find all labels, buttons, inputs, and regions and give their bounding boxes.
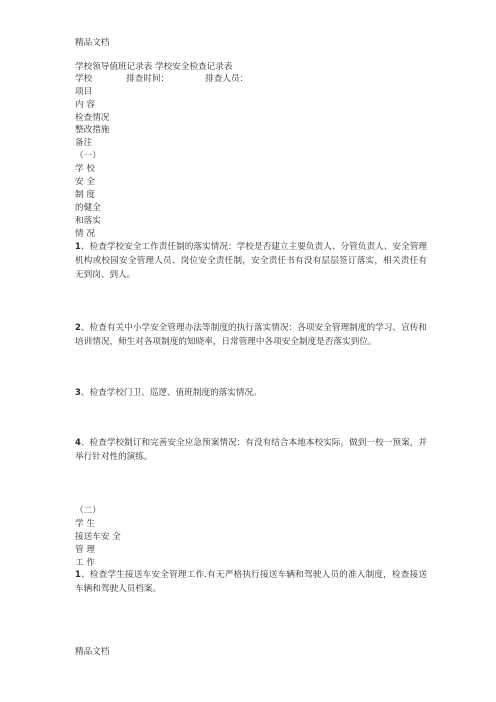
section-title-line: 制 度: [75, 190, 95, 200]
section-title-line: 接送车安 全: [75, 532, 121, 542]
time-label: 排查时间：: [126, 74, 170, 84]
item-number: 1: [75, 241, 81, 251]
section-title-line: 和落实: [75, 216, 101, 226]
staff-label: 排查人员：: [205, 74, 249, 84]
section-title-line: 学 生: [75, 519, 95, 529]
section-title-line: 情 况: [75, 229, 95, 239]
document-title: 学校领导值班记录表 学校安全检查记录表: [75, 62, 233, 72]
check-item: [75, 567, 427, 596]
school-label: 学校: [75, 74, 93, 84]
column-header-content: 内 容: [75, 100, 95, 110]
page-header: 精品文档: [75, 38, 110, 48]
item-text: 、检查学校门卫、巡逻、值班制度的落实情况。: [80, 388, 262, 398]
item-number: 2: [75, 322, 81, 332]
item-text: 、检查学生接送车安全管理工作.有无严格执行接送车辆和驾驶人员的准入制度，检查接送车辆和驾驶人员档案。: [75, 570, 427, 594]
section-title-line: 管 理: [75, 545, 95, 555]
check-item: [75, 320, 427, 349]
section-title-line: 学 校: [75, 164, 95, 174]
column-header-notes: 备注: [75, 138, 93, 148]
item-number: 1: [75, 569, 81, 579]
item-number: 4: [75, 437, 81, 447]
column-header-check: 检查情况: [75, 113, 110, 123]
page-footer: 精品文档: [75, 647, 110, 657]
section-title-line: 工 作: [75, 558, 95, 568]
check-item: [75, 435, 427, 464]
section-index: （一）: [75, 151, 101, 161]
check-item: [75, 239, 427, 282]
section-index: （二）: [75, 506, 101, 516]
item-text: 、检查有关中小学安全管理办法等制度的执行落实情况：各项安全管理制度的学习、宣传和培训情况，师生对各项制度的知晓率，日常管理中各项安全制度是否落实到位。: [75, 323, 427, 347]
item-text: 、检查学校制订和完善安全应急预案情况：有没有结合本地本校实际，做到一校一预案，并举行针对性的演练。: [75, 438, 427, 462]
section-title-line: 安 全: [75, 177, 95, 187]
item-number: 3: [75, 387, 81, 397]
check-item: [75, 385, 427, 400]
column-header-fix: 整改措施: [75, 125, 110, 135]
meta-row: [75, 73, 248, 85]
item-text: 、检查学校安全工作责任制的落实情况：学校是否建立主要负责人、分管负责人、安全管理机构或校园安全管理人员、岗位安全责任制，安全责任书有没有层层签订落实，相关责任有无到岗、到人。: [75, 242, 427, 280]
column-header-item: 项目: [75, 87, 93, 97]
section-title-line: 的健全: [75, 203, 101, 213]
